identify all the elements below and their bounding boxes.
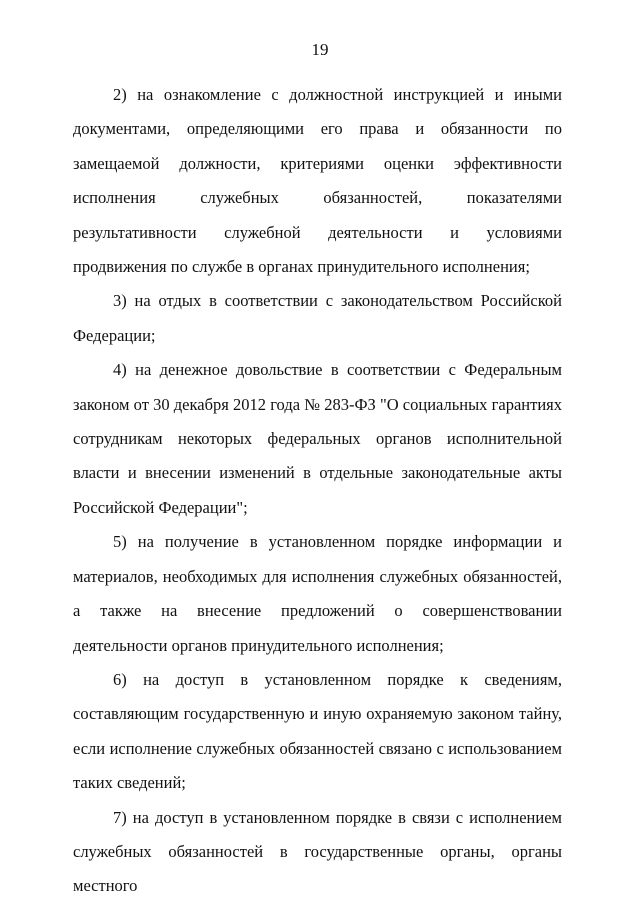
paragraph-item-7: 7) на доступ в установленном порядке в связи с исполнением служебных обязанностей в государственные органы, органы местного: [73, 807, 562, 896]
paragraph-item-4: 4) на денежное довольствие в соответствии с Федеральным законом от 30 декабря 2012 года № 283-ФЗ "О социальных гарантиях сотрудникам некоторых федеральных органов исполнительной власти и внесении изменений в отдельные законодательные акты Российской Федерации";: [73, 360, 562, 517]
paragraph-item-5: 5) на получение в установленном порядке информации и материалов, необходимых для исполнения служебных обязанностей, а также на внесение предложений о совершенствовании деятельности органов принудительного исполнения;: [73, 532, 562, 655]
paragraph-item-6: 6) на доступ в установленном порядке к сведениям, составляющим государственную и иную охраняемую законом тайну, если исполнение служебных обязанностей связано с использованием таких сведений;: [73, 669, 562, 793]
paragraph-item-2: 2) на ознакомление с должностной инструкцией и иными документами, определяющими его права и обязанности по замещаемой должности, критериями оценки эффективности исполнения служебных обязанностей, показателями результативности служебной деятельности и условиями продвижения по службе в органах принудительного исполнения;: [73, 85, 562, 277]
paragraph-item-3: 3) на отдых в соответствии с законодательством Российской Федерации;: [73, 291, 562, 345]
document-body: [73, 78, 562, 904]
page-number: 19: [311, 40, 329, 59]
